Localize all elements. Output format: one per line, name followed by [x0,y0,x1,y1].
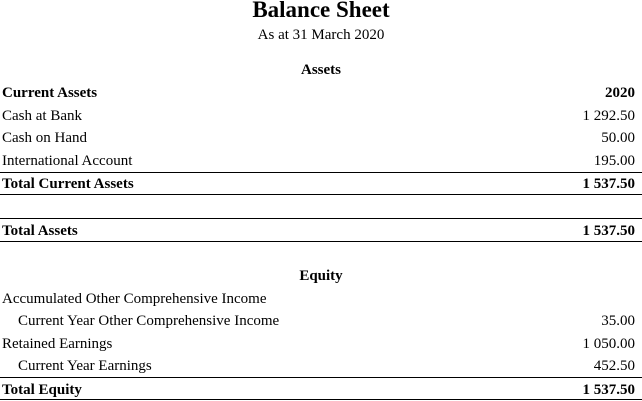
table-row [0,150,642,172]
divider [0,194,642,195]
table-row [0,288,642,310]
divider [0,218,642,219]
table-row [0,310,642,332]
account-amount: 50.00 [601,130,635,146]
account-name: Cash on Hand [2,130,87,146]
total-current-assets-row [0,173,642,195]
total-current-assets-label: Total Current Assets [2,176,134,192]
divider [0,241,642,242]
total-equity-amount: 1 537.50 [582,382,635,398]
account-amount: 1 050.00 [582,336,635,352]
account-name: International Account [2,153,133,169]
total-assets-amount: 1 537.50 [582,223,635,239]
assets-heading: Assets [301,62,341,78]
total-equity-row [0,379,642,401]
report-title: Balance Sheet [252,0,390,22]
current-assets-header-row [0,82,642,104]
total-current-assets-amount: 1 537.50 [582,176,635,192]
year-column-header: 2020 [605,85,635,101]
account-amount: 35.00 [601,313,635,329]
account-amount: 452.50 [593,358,635,374]
current-assets-label: Current Assets [2,85,98,101]
total-assets-row [0,220,642,242]
account-name: Current Year Earnings [18,358,152,374]
account-name: Cash at Bank [2,108,82,124]
report-date: As at 31 March 2020 [257,27,385,43]
divider [0,377,642,378]
account-amount: 1 292.50 [582,108,635,124]
total-assets-label: Total Assets [2,223,78,239]
account-amount: 195.00 [593,153,635,169]
account-name: Retained Earnings [2,336,113,352]
account-name: Current Year Other Comprehensive Income [18,313,280,329]
table-row [0,105,642,127]
equity-heading: Equity [299,268,343,284]
divider [0,399,642,400]
total-equity-label: Total Equity [2,382,82,398]
table-row [0,333,642,355]
account-name: Accumulated Other Comprehensive Income [2,291,267,307]
table-row [0,127,642,149]
table-row [0,355,642,377]
